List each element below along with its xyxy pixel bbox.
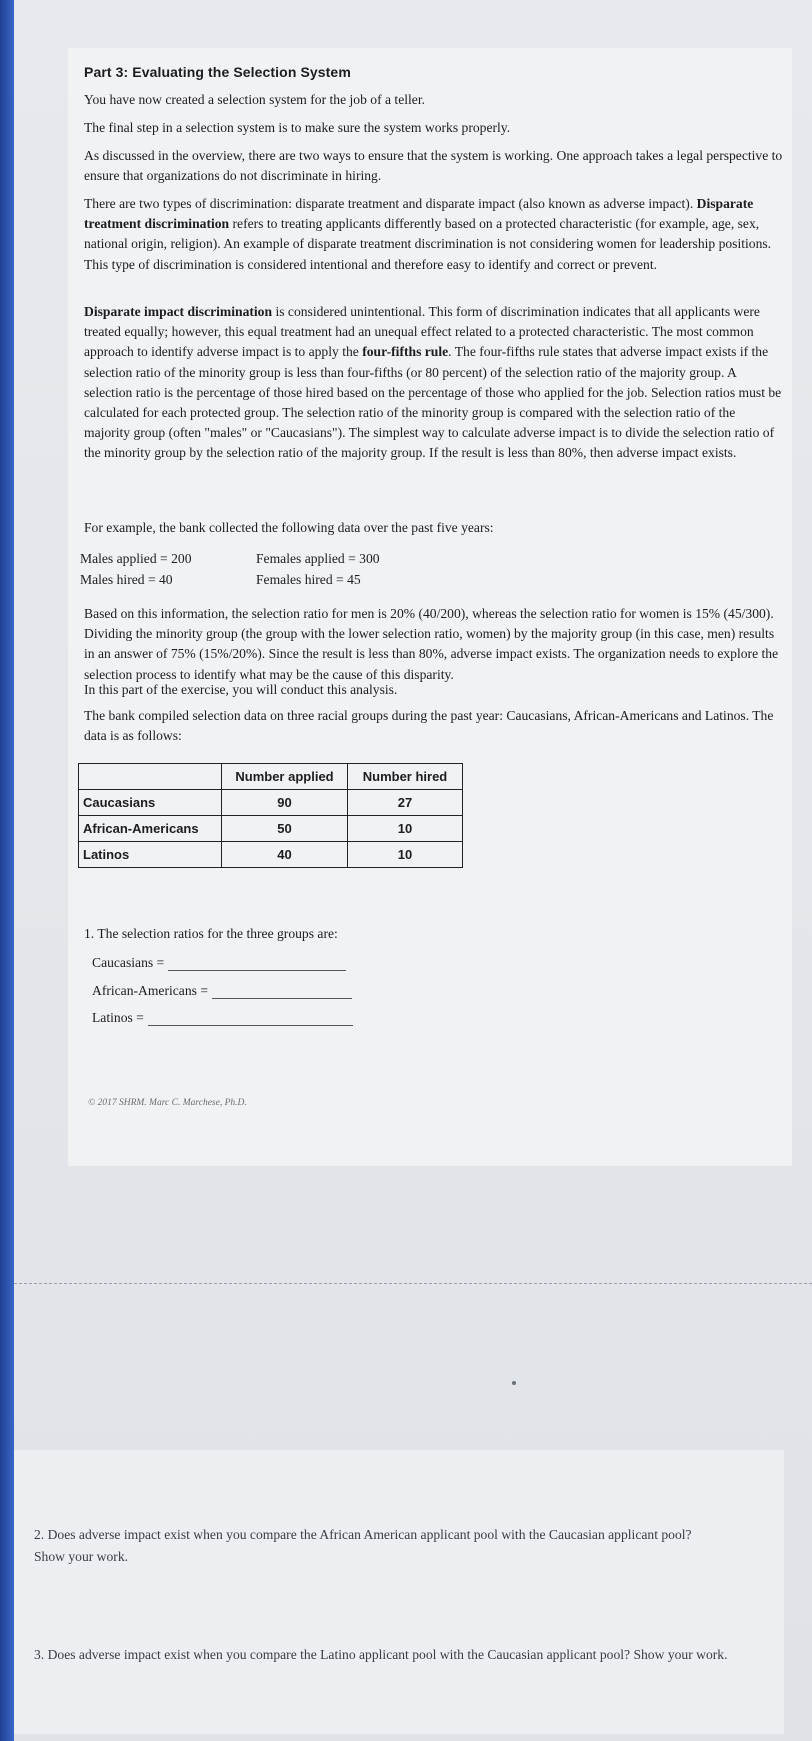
answer-line-latinos: [92, 1010, 353, 1026]
answer-line-african-americans: [92, 983, 352, 999]
answer-blank[interactable]: [168, 970, 346, 971]
table-header-cell: Number hired: [348, 764, 463, 790]
part-title: Part 3: Evaluating the Selection System: [84, 64, 351, 80]
exercise-intro: In this part of the exercise, you will conduct this analysis.: [84, 682, 398, 697]
disparate-impact-text-2: . The four-fifths rule states that adverse impact exists if the selection ratio of the minority group is less than four-fifths (or 80 percent) of the selection ratio of the majority group. A selection ratio is the percentage of those hired based on the percentage of those who applied for the job. Selection ratios must be calculated for each protected group. The selection ratio of the minority group is compared with the selection ratio of the majority group (often "males" or "Caucasians"). The simplest way to calculate adverse impact is to divide the selection ratio of the minority group by the selection ratio of the majority group. If the result is less than 80%, then adverse impact exists.: [84, 344, 782, 461]
table-header-cell: [79, 764, 222, 790]
answer-label: Latinos =: [92, 1010, 144, 1025]
copyright-notice: © 2017 SHRM. Marc C. Marchese, Ph.D.: [88, 1098, 247, 1108]
answer-label: Caucasians =: [92, 955, 165, 970]
table-row: [79, 790, 463, 816]
disparate-impact-term: Disparate impact discrimination: [84, 304, 273, 319]
example-intro: For example, the bank collected the following data over the past five years:: [84, 520, 494, 535]
four-fifths-term: four-fifths rule: [362, 344, 449, 360]
group-cell: Latinos: [79, 842, 222, 868]
hired-cell: 10: [348, 816, 463, 842]
females-hired: Females hired = 45: [256, 572, 361, 587]
table-header-cell: Number applied: [222, 764, 348, 790]
example-result-paragraph: Based on this information, the selection ratio for men is 20% (40/200), whereas the selection ratio for women is 15% (45/300). Dividing the minority group (the group with the lower selection ratio, women) by the majority group (in this case, men) results in an answer of 75% (15%/20%). Since the result is less than 80%, adverse impact exists. The organization needs to explore the selection process to identify what may be the cause of this disparity.: [84, 606, 779, 682]
question-1: 1. The selection ratios for the three groups are:: [84, 926, 338, 941]
intro-paragraph-2: The final step in a selection system is to make sure the system works properly.: [84, 120, 511, 135]
answer-blank[interactable]: [148, 1025, 353, 1026]
applied-cell: 50: [222, 816, 348, 842]
applied-data-row: [80, 551, 380, 567]
hired-data-row: [80, 572, 361, 588]
table-row: [79, 842, 463, 868]
types-intro: There are two types of discrimination: disparate treatment and disparate impact (also known as adverse impact).: [84, 196, 694, 211]
males-hired: Males hired = 40: [80, 572, 173, 587]
disparate-treatment-paragraph: [84, 194, 784, 275]
small-dot: [512, 1381, 516, 1385]
disparate-treatment-term: Disparate treatment discrimination: [84, 196, 754, 232]
applied-cell: 40: [222, 842, 348, 868]
applied-cell: 90: [222, 790, 348, 816]
disparate-treatment-text: refers to treating applicants differently based on a protected characteristic (for example, age, sex, national origin, religion). An example of disparate treatment discrimination is not considering women for leadership positions. This type of discrimination is considered intentional and therefore easy to identify and correct or prevent.: [84, 216, 772, 272]
group-cell: Caucasians: [79, 790, 222, 816]
males-applied: Males applied = 200: [80, 551, 192, 566]
data-intro: The bank compiled selection data on three racial groups during the past year: Caucasians, African-Americans and Latinos. The data is as follows:: [84, 708, 774, 744]
hired-cell: 27: [348, 790, 463, 816]
females-applied: Females applied = 300: [256, 551, 380, 566]
dashed-divider: [14, 1283, 812, 1284]
intro-paragraph-1: You have now created a selection system for the job of a teller.: [84, 92, 426, 107]
questions-panel: [14, 1450, 784, 1734]
question-2: 2. Does adverse impact exist when you compare the African American applicant pool with the Caucasian applicant pool? Show your work.: [34, 1527, 692, 1564]
question-3: 3. Does adverse impact exist when you compare the Latino applicant pool with the Caucasian applicant pool? Show your work.: [34, 1647, 728, 1662]
disparate-impact-paragraph: [84, 302, 784, 464]
table-row: [79, 816, 463, 842]
answer-blank[interactable]: [212, 998, 352, 999]
intro-paragraph-3: As discussed in the overview, there are two ways to ensure that the system is working. One approach takes a legal perspective to ensure that organizations do not discriminate in hiring.: [84, 148, 783, 184]
disparate-impact-text-1: is considered unintentional. This form of discrimination indicates that all applicants were treated equally; however, this equal treatment had an unequal effect related to a protected characteristic. The most common approach to identify adverse impact is to apply the: [84, 304, 760, 360]
answer-label: African-Americans =: [92, 983, 208, 998]
group-cell: African-Americans: [79, 816, 222, 842]
selection-data-table: [78, 763, 463, 868]
hired-cell: 10: [348, 842, 463, 868]
screen-bezel: [0, 0, 14, 1741]
table-header-row: [79, 764, 463, 790]
answer-line-caucasians: [92, 955, 346, 971]
